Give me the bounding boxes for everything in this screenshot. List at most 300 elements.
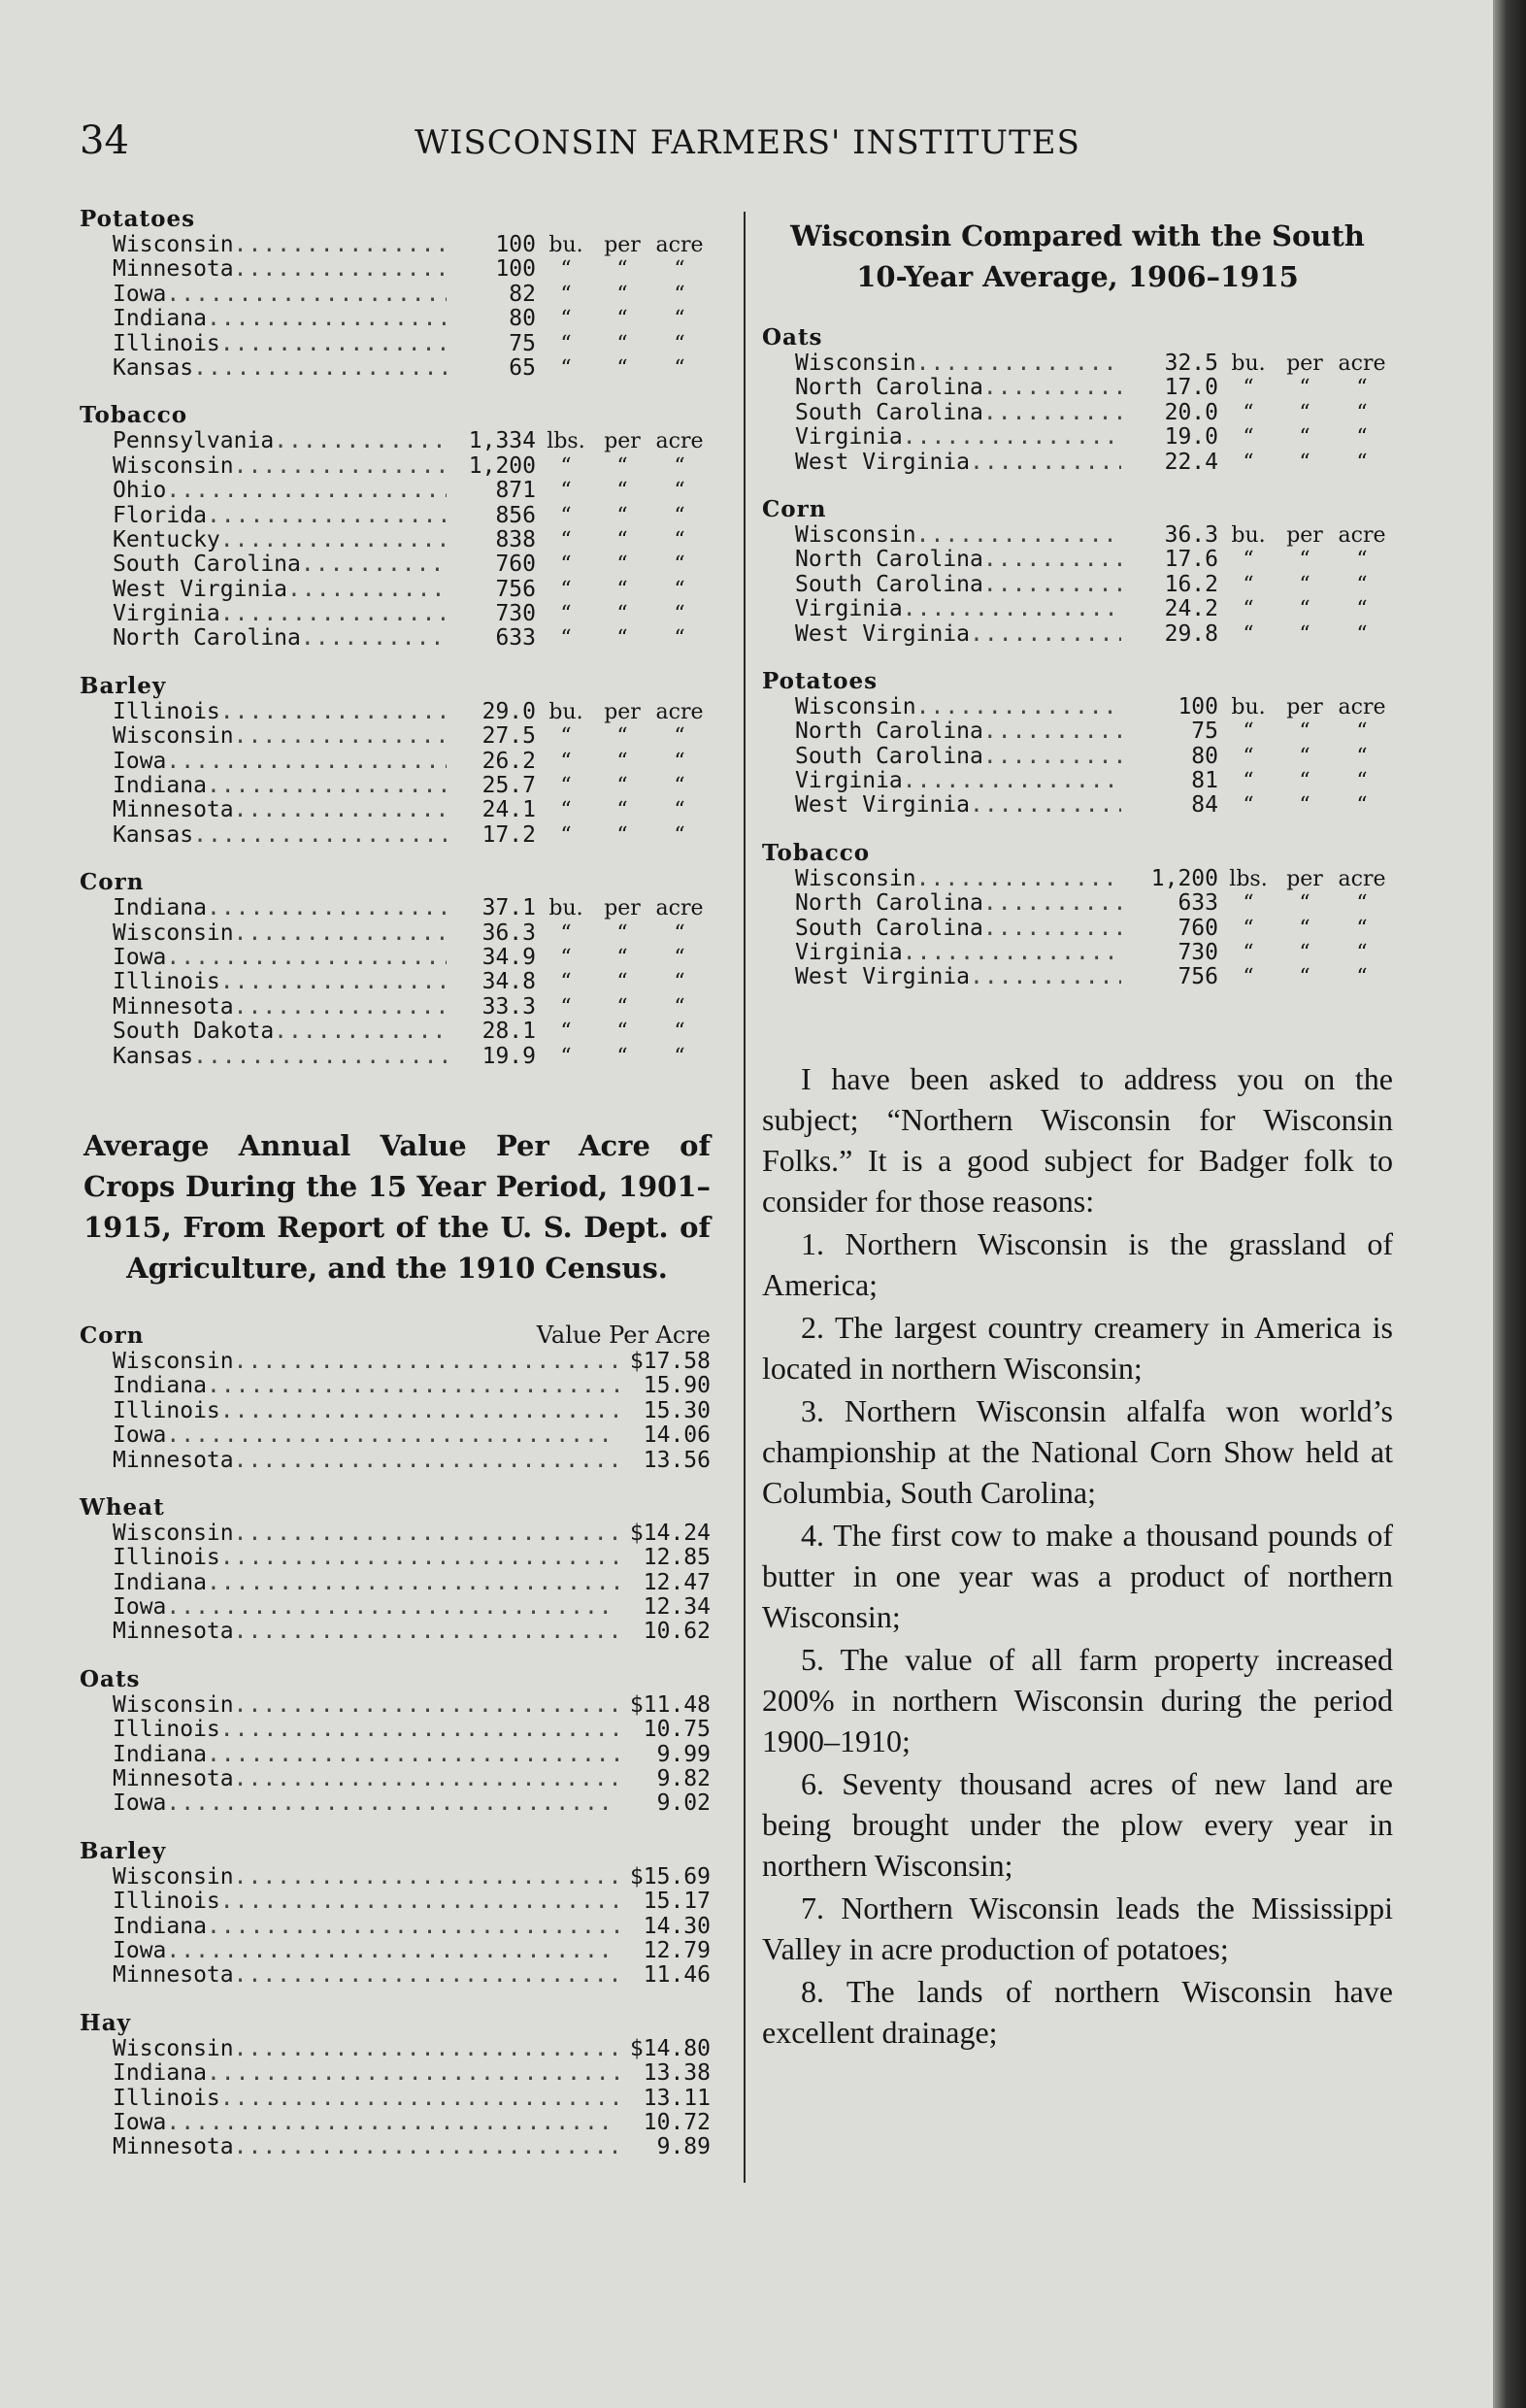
table-row (80, 995, 711, 1020)
unit-word: bu. (548, 896, 583, 921)
unit-word: “ (1243, 450, 1254, 475)
dollar-value: 15.30 (643, 1397, 711, 1423)
state-name: Minnesota (113, 797, 234, 823)
state-name: Kansas (113, 354, 194, 381)
unit-label (536, 578, 711, 602)
unit-word: “ (616, 749, 628, 774)
unit-label (1218, 769, 1393, 793)
state-name: West Virginia (795, 620, 971, 647)
state-name: Wisconsin (113, 452, 234, 479)
paragraph: 3. Northern Wisconsin alfalfa won world’s championship at the National Corn Show held at Columbia, South Carolina; (762, 1392, 1393, 1510)
unit-word: “ (1356, 769, 1368, 794)
dot-leader (916, 351, 1121, 376)
table-row (762, 793, 1393, 818)
dot-leader (207, 2061, 618, 2086)
unit-word: “ (674, 527, 685, 552)
crop-name: Corn (80, 1321, 145, 1349)
yield-value: 28.1 (481, 1019, 536, 1045)
right-column (762, 216, 1393, 2055)
dot-leader (234, 1449, 618, 1473)
dollar-value: 13.56 (643, 1447, 711, 1473)
comparison-tables (762, 324, 1393, 990)
unit-word: “ (616, 552, 628, 578)
state-name: Minnesota (113, 1962, 234, 1989)
unit-label (536, 896, 711, 920)
dot-leader (983, 376, 1121, 400)
unit-word: bu. (548, 233, 583, 257)
dollar-value: 14.06 (643, 1422, 711, 1449)
book-spine-edge (1493, 0, 1526, 2408)
unit-word: “ (674, 749, 685, 774)
yield-value: 33.3 (481, 993, 536, 1020)
yield-value: 81 (1191, 768, 1218, 794)
table-row (762, 597, 1393, 621)
dot-leader (234, 2037, 618, 2061)
unit-word: “ (1356, 621, 1368, 647)
unit-label (1218, 523, 1393, 548)
unit-label (536, 552, 711, 577)
unit-word: acre (1338, 694, 1386, 719)
dollar-value: 9.82 (656, 1766, 711, 1792)
yield-value: 34.8 (481, 969, 536, 995)
table-row (80, 921, 711, 946)
dollar-value: $17.58 (629, 1348, 711, 1374)
dollar-value: 10.72 (643, 2109, 711, 2135)
yield-value: 730 (495, 601, 536, 627)
unit-word: acre (655, 429, 704, 454)
dot-leader (166, 1595, 618, 1620)
yield-value: 100 (495, 256, 536, 283)
yield-value: 17.0 (1164, 375, 1218, 401)
unit-word: “ (1243, 965, 1254, 990)
unit-label (536, 970, 711, 994)
unit-word: “ (1356, 744, 1368, 769)
unit-label (536, 429, 711, 453)
state-name: Indiana (113, 2060, 207, 2087)
unit-word: “ (1299, 621, 1310, 647)
unit-word: “ (616, 798, 628, 823)
unit-word: “ (616, 724, 628, 750)
crop-name: Barley (80, 672, 167, 699)
crop-name: Corn (762, 495, 827, 522)
unit-word: “ (1243, 376, 1254, 401)
dot-leader (220, 1890, 618, 1914)
unit-word: “ (674, 945, 685, 970)
unit-word: “ (674, 552, 685, 578)
dot-leader (287, 578, 447, 602)
state-name: Indiana (113, 1373, 207, 1399)
unit-label (536, 724, 711, 749)
unit-word: acre (1338, 351, 1386, 376)
table-row (80, 1693, 711, 1718)
unit-word: “ (616, 503, 628, 528)
value-section (80, 2010, 711, 2160)
unit-word: “ (674, 602, 685, 627)
unit-label (536, 946, 711, 970)
table-row (80, 1865, 711, 1890)
unit-word: bu. (1231, 351, 1266, 376)
dot-leader (193, 356, 447, 381)
dot-leader (903, 941, 1121, 965)
dot-leader (220, 700, 447, 724)
table-row (80, 946, 711, 970)
unit-word: “ (616, 577, 628, 602)
unit-word: “ (1356, 597, 1368, 622)
crop-section (762, 668, 1393, 819)
unit-label (536, 332, 711, 356)
state-name: Minnesota (113, 256, 234, 283)
unit-word: “ (560, 626, 572, 652)
unit-word: acre (655, 896, 704, 921)
unit-word: “ (1356, 916, 1368, 941)
dot-leader (220, 1718, 618, 1742)
unit-word: lbs. (1229, 866, 1268, 891)
table-row (762, 451, 1393, 475)
table-row (80, 578, 711, 602)
left-column (80, 206, 711, 2160)
yield-value: 36.3 (1164, 521, 1218, 548)
crop-section (762, 324, 1393, 475)
unit-word: “ (560, 453, 572, 479)
state-name: South Carolina (795, 743, 983, 769)
state-name: Wisconsin (113, 1691, 234, 1718)
unit-word: “ (1299, 376, 1310, 401)
unit-label (536, 823, 711, 848)
yield-value: 760 (1178, 915, 1218, 941)
paragraph: 7. Northern Wisconsin leads the Mississippi Valley in acre production of potatoes; (762, 1890, 1393, 1966)
state-name: Illinois (113, 698, 220, 724)
table-row (80, 2135, 711, 2159)
state-name: Iowa (113, 748, 167, 774)
yield-value: 84 (1191, 792, 1218, 819)
unit-word: “ (1356, 572, 1368, 597)
state-name: Iowa (113, 2109, 167, 2135)
dollar-value: 15.17 (643, 1889, 711, 1915)
state-name: Illinois (113, 1717, 220, 1743)
state-name: Iowa (113, 944, 167, 970)
dot-leader (983, 401, 1121, 425)
table-row (80, 1620, 711, 1644)
dot-leader (166, 479, 447, 503)
unit-label (536, 307, 711, 331)
state-name: Virginia (113, 601, 220, 627)
yield-value: 22.4 (1164, 449, 1218, 475)
dollar-value: $11.48 (629, 1691, 711, 1718)
unit-word: “ (1356, 376, 1368, 401)
table-row (80, 1743, 711, 1767)
unit-label (536, 454, 711, 479)
yield-value: 75 (1191, 719, 1218, 745)
crop-section (80, 869, 711, 1069)
state-name: Wisconsin (113, 2035, 234, 2061)
unit-word: “ (560, 724, 572, 750)
dot-leader (234, 798, 447, 822)
dot-leader (207, 1743, 618, 1767)
dot-leader (207, 307, 447, 331)
dollar-value: 10.62 (643, 1619, 711, 1645)
yield-value: 760 (495, 552, 536, 578)
unit-word: “ (560, 1020, 572, 1045)
unit-word: “ (674, 1020, 685, 1045)
table-row (80, 307, 711, 331)
unit-word: “ (560, 920, 572, 946)
unit-word: “ (560, 970, 572, 995)
unit-label (1218, 917, 1393, 941)
unit-word: “ (674, 577, 685, 602)
yield-value: 34.9 (481, 944, 536, 970)
yield-value: 80 (509, 306, 536, 332)
dollar-value: 12.85 (643, 1545, 711, 1571)
unit-word: “ (1299, 719, 1310, 745)
state-name: North Carolina (795, 719, 983, 745)
table-row (80, 1939, 711, 1963)
table-row (80, 1045, 711, 1069)
unit-word: “ (1299, 965, 1310, 990)
table-row (762, 351, 1393, 376)
state-name: North Carolina (113, 625, 301, 652)
dot-leader (970, 622, 1121, 647)
unit-label (536, 700, 711, 724)
dot-leader (166, 2111, 618, 2135)
dollar-value: $15.69 (629, 1863, 711, 1890)
unit-word: “ (1299, 548, 1310, 573)
unit-word: “ (616, 970, 628, 995)
unit-word: “ (674, 798, 685, 823)
yield-value: 1,200 (468, 452, 536, 479)
state-name: South Carolina (795, 399, 983, 425)
dot-leader (234, 1522, 618, 1546)
table-row (80, 1449, 711, 1473)
crop-name: Oats (80, 1665, 141, 1692)
dot-leader (983, 917, 1121, 941)
dot-leader (234, 724, 447, 749)
unit-word: “ (1299, 400, 1310, 425)
state-name: Wisconsin (795, 865, 916, 891)
unit-word: “ (1299, 916, 1310, 941)
unit-word: “ (1243, 891, 1254, 917)
state-name: Indiana (113, 1741, 207, 1767)
dot-leader (234, 454, 447, 479)
unit-word: “ (560, 355, 572, 381)
state-name: Indiana (113, 773, 207, 799)
unit-word: acre (655, 699, 704, 724)
state-name: West Virginia (795, 449, 971, 475)
state-name: South Carolina (113, 552, 301, 578)
table-row (80, 1522, 711, 1546)
unit-label (1218, 451, 1393, 475)
table-row (80, 479, 711, 503)
unit-word: per (604, 699, 641, 724)
dollar-value: 13.38 (643, 2060, 711, 2087)
table-row (80, 552, 711, 577)
crop-section (762, 496, 1393, 647)
unit-label (1218, 745, 1393, 769)
table-row (80, 896, 711, 920)
unit-word: “ (1243, 597, 1254, 622)
dollar-value: $14.24 (629, 1520, 711, 1546)
unit-word: “ (1356, 941, 1368, 966)
unit-word: “ (616, 626, 628, 652)
crop-name: Hay (80, 2009, 131, 2036)
dollar-value: 12.47 (643, 1569, 711, 1595)
unit-word: “ (1243, 548, 1254, 573)
dot-leader (970, 965, 1121, 989)
state-name: Wisconsin (113, 1863, 234, 1890)
table-row (762, 425, 1393, 450)
unit-label (1218, 425, 1393, 450)
dot-leader (983, 745, 1121, 769)
unit-label (1218, 965, 1393, 989)
yield-value: 29.0 (481, 698, 536, 724)
unit-label (536, 1045, 711, 1069)
unit-label (1218, 793, 1393, 818)
crop-section (80, 673, 711, 848)
state-name: North Carolina (795, 375, 983, 401)
state-name: Indiana (113, 1569, 207, 1595)
yield-value: 100 (495, 232, 536, 257)
table-row (80, 798, 711, 822)
unit-word: “ (1299, 450, 1310, 475)
state-name: Virginia (795, 768, 903, 794)
yield-value: 871 (495, 478, 536, 504)
dot-leader (166, 1939, 618, 1963)
state-name: Minnesota (113, 1619, 234, 1645)
unit-word: “ (1299, 769, 1310, 794)
unit-word: bu. (548, 699, 583, 724)
dot-leader (983, 719, 1121, 744)
state-name: Virginia (795, 596, 903, 622)
unit-word: “ (1299, 891, 1310, 917)
unit-label (1218, 548, 1393, 572)
comparison-heading: Wisconsin Compared with the South 10-Year Average, 1906–1915 (790, 219, 1365, 293)
state-name: Wisconsin (795, 351, 916, 376)
dollar-value: 12.34 (643, 1594, 711, 1621)
unit-word: “ (1299, 425, 1310, 451)
unit-label (1218, 867, 1393, 891)
unit-word: “ (560, 257, 572, 283)
unit-word: per (1286, 522, 1323, 548)
dot-leader (220, 602, 447, 626)
table-row (80, 1423, 711, 1448)
table-row (80, 233, 711, 257)
yield-value: 633 (495, 625, 536, 652)
table-row (762, 622, 1393, 647)
crop-name: Barley (80, 1837, 167, 1864)
crop-name: Corn (80, 869, 145, 896)
table-row (80, 1020, 711, 1044)
yield-value: 838 (495, 526, 536, 552)
dot-leader (983, 573, 1121, 597)
unit-word: acre (655, 233, 704, 257)
unit-word: “ (1356, 793, 1368, 819)
crop-name: Potatoes (762, 667, 879, 694)
table-row (762, 573, 1393, 597)
unit-word: “ (616, 527, 628, 552)
table-row (80, 602, 711, 626)
state-name: Pennsylvania (113, 428, 275, 454)
unit-word: “ (674, 479, 685, 504)
unit-label (536, 356, 711, 381)
table-row (80, 356, 711, 381)
table-row (80, 724, 711, 749)
dot-leader (207, 1374, 618, 1398)
unit-word: “ (1243, 769, 1254, 794)
unit-label (1218, 622, 1393, 647)
unit-word: “ (1356, 891, 1368, 917)
table-row (80, 1546, 711, 1570)
value-section (80, 1838, 711, 1989)
yield-value: 19.9 (481, 1043, 536, 1069)
unit-label (1218, 719, 1393, 744)
dollar-value: 15.90 (643, 1373, 711, 1399)
table-row (80, 2111, 711, 2135)
table-row (80, 1595, 711, 1620)
unit-label (1218, 401, 1393, 425)
table-row (80, 257, 711, 282)
unit-label (536, 283, 711, 307)
value-section (80, 1666, 711, 1817)
yield-value: 36.3 (481, 920, 536, 946)
unit-word: “ (674, 307, 685, 332)
unit-word: “ (560, 552, 572, 578)
dot-leader (301, 626, 447, 651)
table-row (80, 1399, 711, 1423)
dot-leader (207, 896, 447, 920)
unit-word: “ (1243, 425, 1254, 451)
paragraph: I have been asked to address you on the subject; “Northern Wisconsin for Wisconsin Folks.” It is a good subject for Badger folk to consider for those reasons: (762, 1060, 1393, 1219)
page-number: 34 (80, 118, 129, 163)
dot-leader (274, 1020, 447, 1044)
state-name: Virginia (795, 424, 903, 451)
unit-word: “ (560, 602, 572, 627)
state-name: Iowa (113, 281, 167, 307)
state-name: South Carolina (795, 571, 983, 597)
dot-leader (166, 1791, 618, 1816)
table-row (762, 867, 1393, 891)
unit-word: “ (616, 355, 628, 381)
dot-leader (234, 1963, 618, 1988)
yield-value: 100 (1178, 693, 1218, 719)
unit-label (1218, 891, 1393, 916)
unit-label (536, 774, 711, 798)
table-row (80, 2037, 711, 2061)
unit-word: “ (1243, 719, 1254, 745)
unit-word: “ (616, 822, 628, 848)
dollar-value: $14.80 (629, 2035, 711, 2061)
dollar-value: 9.02 (656, 1790, 711, 1817)
paragraph: 5. The value of all farm property increased 200% in northern Wisconsin during the period 1900–1910; (762, 1641, 1393, 1758)
dot-leader (234, 2135, 618, 2159)
dot-leader (970, 451, 1121, 475)
unit-label (536, 233, 711, 257)
yield-value: 75 (509, 330, 536, 356)
unit-word: “ (1299, 793, 1310, 819)
unit-word: “ (1243, 916, 1254, 941)
state-name: Illinois (113, 2085, 220, 2111)
unit-label (536, 921, 711, 946)
table-row (762, 965, 1393, 989)
state-name: Illinois (113, 330, 220, 356)
yield-value: 1,334 (468, 428, 536, 454)
yield-value: 633 (1178, 890, 1218, 917)
unit-word: “ (560, 774, 572, 799)
table-row (762, 719, 1393, 744)
unit-word: “ (616, 602, 628, 627)
state-name: North Carolina (795, 890, 983, 917)
crop-name: Wheat (80, 1493, 165, 1521)
dot-leader (234, 1620, 618, 1644)
unit-word: “ (1243, 572, 1254, 597)
